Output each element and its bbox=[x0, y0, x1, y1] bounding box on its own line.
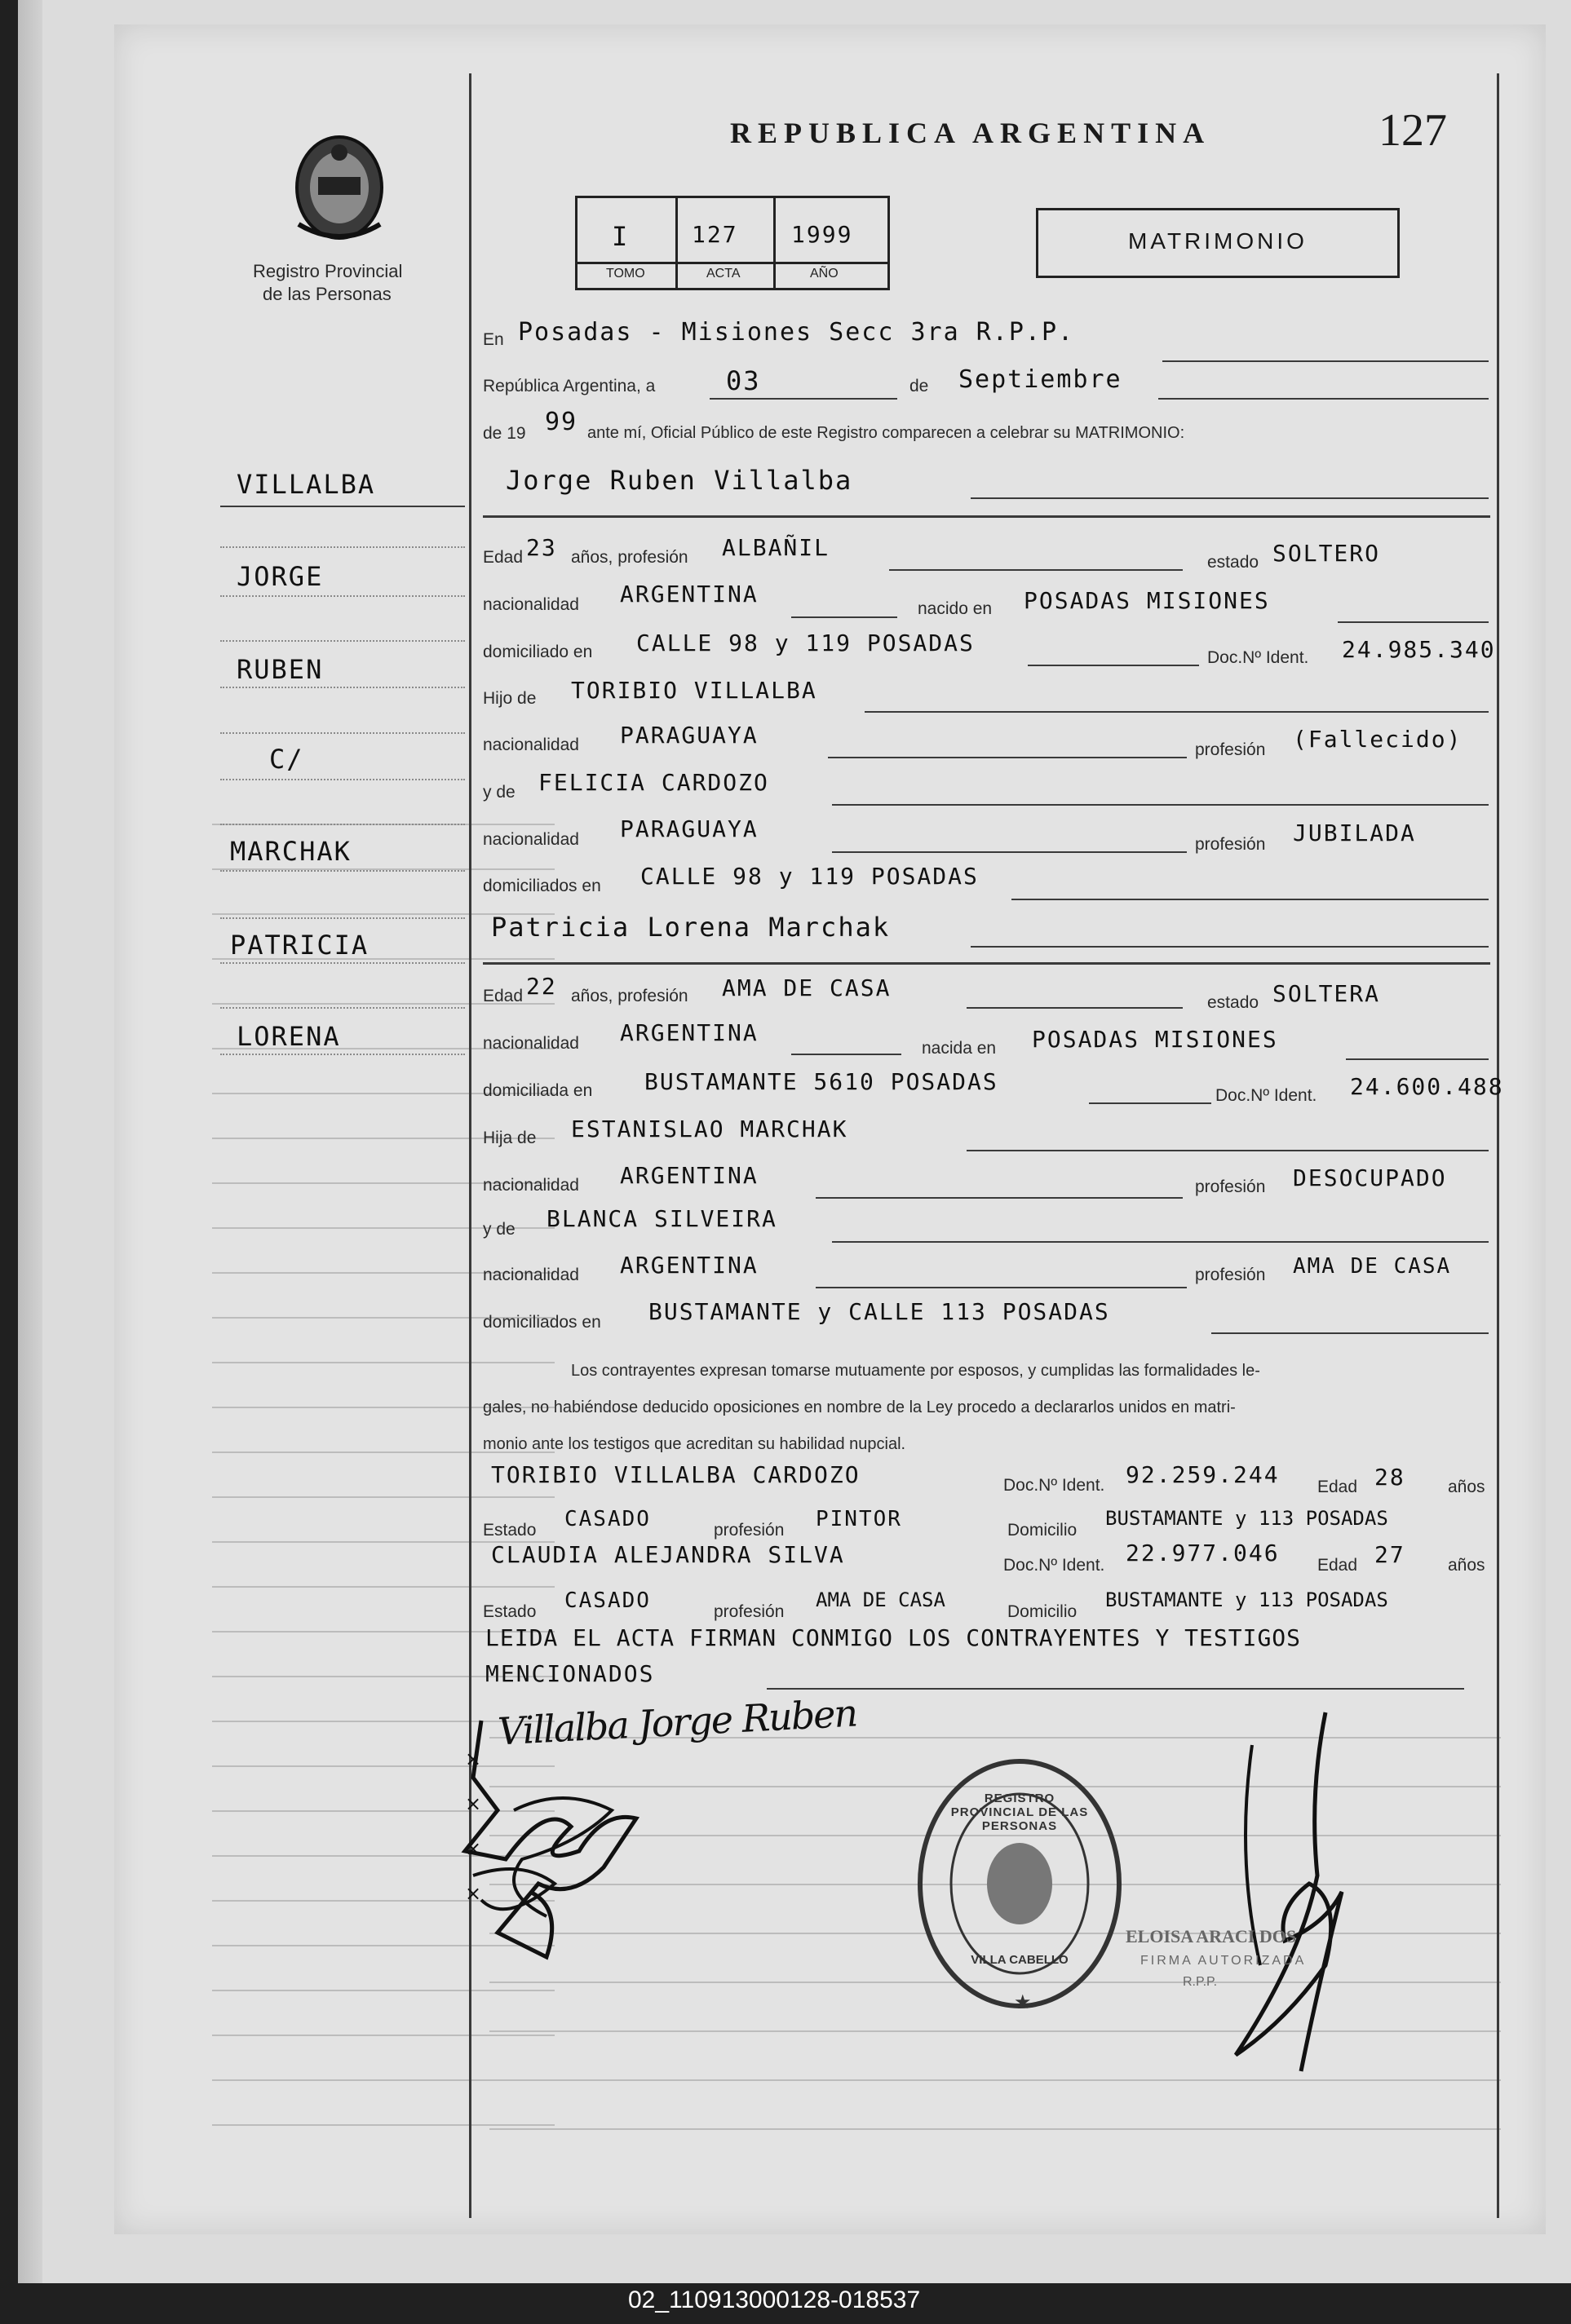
bride-full-name: Patricia Lorena Marchak bbox=[491, 912, 891, 943]
groom-doms-label: domiciliados en bbox=[483, 877, 601, 895]
groom-estado-label: estado bbox=[1207, 553, 1259, 572]
footer-id: 02_110913000128-018537 bbox=[628, 2286, 921, 2313]
witness1-anos-label: años bbox=[1448, 1478, 1485, 1496]
groom-dom-label: domiciliado en bbox=[483, 643, 593, 661]
act-type: MATRIMONIO bbox=[1128, 228, 1308, 254]
groom-father-prof-label: profesión bbox=[1195, 740, 1266, 759]
svg-text:×: × bbox=[465, 1837, 482, 1860]
witness2-dom-label: Domicilio bbox=[1007, 1602, 1078, 1621]
witness1-edad-label: Edad bbox=[1317, 1478, 1358, 1496]
witness2-doc-label: Doc.Nº Ident. bbox=[1003, 1556, 1105, 1575]
seal-ring-icon bbox=[909, 1749, 1130, 2018]
groom-profession: ALBAÑIL bbox=[722, 534, 830, 561]
witness1-prof-label: profesión bbox=[714, 1521, 785, 1540]
groom-anos-label: años, profesión bbox=[571, 548, 688, 567]
groom-father-nat-label: nacionalidad bbox=[483, 736, 579, 754]
en-label: En bbox=[483, 330, 504, 349]
record-box bbox=[575, 196, 890, 290]
bride-address: BUSTAMANTE 5610 POSADAS bbox=[644, 1068, 998, 1095]
witness2-estado-label: Estado bbox=[483, 1602, 537, 1621]
register-page bbox=[18, 0, 1571, 2283]
witness2-domicile: BUSTAMANTE y 113 POSADAS bbox=[1105, 1588, 1388, 1611]
right-border bbox=[1497, 73, 1499, 2218]
bride-estado: SOLTERA bbox=[1272, 980, 1381, 1007]
groom-father-prof: (Fallecido) bbox=[1293, 726, 1463, 753]
groom-parents-address: CALLE 98 y 119 POSADAS bbox=[640, 863, 979, 890]
bride-mother: BLANCA SILVEIRA bbox=[547, 1205, 777, 1232]
declaration-line2: gales, no habiéndose deducido oposiciones en nombre de la Ley procedo a declararlos unidos en matri- bbox=[483, 1398, 1236, 1416]
bride-yde-label: y de bbox=[483, 1220, 516, 1239]
groom-nac-label: nacionalidad bbox=[483, 595, 579, 614]
witness1-profession: PINTOR bbox=[816, 1507, 902, 1531]
groom-father-nat: PARAGUAYA bbox=[620, 722, 759, 749]
witness1-name: TORIBIO VILLALBA CARDOZO bbox=[491, 1461, 861, 1488]
groom-doc: 24.985.340 bbox=[1342, 636, 1496, 663]
de-label: de bbox=[909, 377, 929, 395]
bride-doms-label: domiciliados en bbox=[483, 1313, 601, 1332]
witness2-anos-label: años bbox=[1448, 1556, 1485, 1575]
witness1-doc: 92.259.244 bbox=[1126, 1461, 1280, 1488]
year-suffix: 99 bbox=[545, 408, 578, 436]
witness2-estado: CASADO bbox=[564, 1588, 651, 1613]
registry-name-line2: de las Personas bbox=[263, 284, 392, 304]
margin-surname-groom: VILLALBA bbox=[237, 469, 376, 500]
svg-text:★: ★ bbox=[1014, 1990, 1032, 2013]
tomo-label: TOMO bbox=[606, 267, 645, 281]
tomo-value: I bbox=[612, 221, 630, 252]
bride-nacida-label: nacida en bbox=[922, 1039, 997, 1058]
declaration-line1: Los contrayentes expresan tomarse mutuamente por esposos, y cumplidas las formalidades le- bbox=[571, 1362, 1260, 1380]
svg-text:×: × bbox=[465, 1747, 482, 1770]
groom-doc-label: Doc.Nº Ident. bbox=[1207, 648, 1309, 667]
official-title: FIRMA AUTORIZADA bbox=[1140, 1954, 1307, 1968]
statement: ante mí, Oficial Público de este Registro comparecen a celebrar su MATRIMONIO: bbox=[587, 424, 1185, 442]
witness1-dom-label: Domicilio bbox=[1007, 1521, 1078, 1540]
groom-full-name: Jorge Ruben Villalba bbox=[506, 465, 853, 496]
page-number: 127 bbox=[1378, 105, 1447, 156]
groom-birthplace: POSADAS MISIONES bbox=[1024, 587, 1270, 614]
witness1-estado-label: Estado bbox=[483, 1521, 537, 1540]
bride-nac-label: nacionalidad bbox=[483, 1034, 579, 1053]
registry-name-line1: Registro Provincial bbox=[253, 261, 403, 281]
closing-line2: MENCIONADOS bbox=[485, 1660, 655, 1687]
bride-hija-label: Hija de bbox=[483, 1129, 537, 1147]
groom-age: 23 bbox=[526, 534, 557, 561]
republic-label: República Argentina, a bbox=[483, 377, 656, 395]
groom-nacido-label: nacido en bbox=[918, 599, 993, 618]
margin-name-ruben: RUBEN bbox=[237, 654, 324, 685]
groom-yde-label: y de bbox=[483, 783, 516, 802]
margin-name-lorena: LORENA bbox=[237, 1021, 341, 1052]
groom-father: TORIBIO VILLALBA bbox=[571, 677, 817, 704]
acta-label: ACTA bbox=[706, 267, 741, 281]
groom-mother-nat: PARAGUAYA bbox=[620, 815, 759, 842]
bride-edad-label: Edad bbox=[483, 987, 524, 1005]
bride-father-nat: ARGENTINA bbox=[620, 1162, 759, 1189]
bride-mother-prof-label: profesión bbox=[1195, 1266, 1266, 1284]
witness2-profession: AMA DE CASA bbox=[816, 1588, 945, 1611]
document-sheet bbox=[114, 24, 1546, 2234]
bride-nationality: ARGENTINA bbox=[620, 1019, 759, 1046]
witness2-doc: 22.977.046 bbox=[1126, 1540, 1280, 1566]
margin-name-patricia: PATRICIA bbox=[230, 930, 370, 961]
seal-text: REGISTRO PROVINCIAL DE LAS PERSONAS bbox=[950, 1792, 1089, 1833]
official-name: ELOISA ARACI DOS bbox=[1126, 1926, 1297, 1946]
acta-value: 127 bbox=[692, 221, 738, 248]
groom-edad-label: Edad bbox=[483, 548, 524, 567]
groom-hijo-label: Hijo de bbox=[483, 689, 537, 708]
bride-anos-label: años, profesión bbox=[571, 987, 688, 1005]
groom-address: CALLE 98 y 119 POSADAS bbox=[636, 630, 975, 656]
bride-mother-nat-label: nacionalidad bbox=[483, 1266, 579, 1284]
bride-profession: AMA DE CASA bbox=[722, 974, 892, 1001]
groom-mother-prof-label: profesión bbox=[1195, 835, 1266, 854]
declaration-line3: monio ante los testigos que acreditan su habilidad nupcial. bbox=[483, 1435, 906, 1453]
ano-value: 1999 bbox=[791, 221, 853, 248]
bride-estado-label: estado bbox=[1207, 993, 1259, 1012]
coat-of-arms-icon bbox=[282, 126, 396, 249]
registry-seal bbox=[909, 1749, 1130, 2018]
witness1-doc-label: Doc.Nº Ident. bbox=[1003, 1476, 1105, 1495]
bride-mother-nat: ARGENTINA bbox=[620, 1252, 759, 1279]
svg-text:×: × bbox=[465, 1882, 482, 1905]
book-spine bbox=[18, 0, 42, 2283]
bride-father: ESTANISLAO MARCHAK bbox=[571, 1116, 848, 1142]
bride-age: 22 bbox=[526, 973, 557, 1000]
bride-father-nat-label: nacionalidad bbox=[483, 1176, 579, 1195]
place: Posadas - Misiones Secc 3ra R.P.P. bbox=[518, 318, 1075, 347]
official-signature bbox=[1203, 1696, 1391, 2104]
witness2-prof-label: profesión bbox=[714, 1602, 785, 1621]
ano-label: AÑO bbox=[810, 267, 839, 281]
closing-line1: LEIDA EL ACTA FIRMAN CONMIGO LOS CONTRAYENTES Y TESTIGOS bbox=[485, 1624, 1302, 1651]
bride-dom-label: domiciliada en bbox=[483, 1081, 593, 1100]
bride-mother-prof: AMA DE CASA bbox=[1293, 1254, 1452, 1279]
svg-text:×: × bbox=[465, 1792, 482, 1815]
witness1-estado: CASADO bbox=[564, 1507, 651, 1531]
witness1-age: 28 bbox=[1374, 1464, 1405, 1491]
witness2-name: CLAUDIA ALEJANDRA SILVA bbox=[491, 1541, 845, 1568]
bride-father-prof: DESOCUPADO bbox=[1293, 1164, 1447, 1191]
seal-locality: VILLA CABELLO bbox=[971, 1953, 1069, 1967]
margin-conjunction: C/ bbox=[269, 744, 304, 775]
witness1-domicile: BUSTAMANTE y 113 POSADAS bbox=[1105, 1507, 1388, 1530]
witness2-age: 27 bbox=[1374, 1541, 1405, 1568]
day: 03 bbox=[726, 365, 761, 396]
bride-doc: 24.600.488 bbox=[1350, 1073, 1504, 1100]
bride-doc-label: Doc.Nº Ident. bbox=[1215, 1086, 1317, 1105]
margin-name-jorge: JORGE bbox=[237, 561, 324, 592]
act-type-box bbox=[1036, 208, 1400, 278]
year-prefix: de 19 bbox=[483, 424, 526, 443]
bride-birthplace: POSADAS MISIONES bbox=[1032, 1026, 1278, 1053]
groom-signature: Villalba Jorge Ruben bbox=[496, 1690, 858, 1754]
groom-mother-nat-label: nacionalidad bbox=[483, 830, 579, 849]
bride-parents-address: BUSTAMANTE y CALLE 113 POSADAS bbox=[648, 1298, 1110, 1325]
margin-surname-bride: MARCHAK bbox=[230, 836, 352, 867]
groom-estado: SOLTERO bbox=[1272, 540, 1381, 567]
groom-nationality: ARGENTINA bbox=[620, 581, 759, 608]
groom-mother-prof: JUBILADA bbox=[1293, 820, 1416, 846]
month: Septiembre bbox=[958, 365, 1122, 394]
groom-mother: FELICIA CARDOZO bbox=[538, 769, 769, 796]
witness2-edad-label: Edad bbox=[1317, 1556, 1358, 1575]
signatures-scribble bbox=[449, 1688, 791, 1982]
country-title: REPUBLICA ARGENTINA bbox=[730, 117, 1211, 149]
official-initials: R.P.P. bbox=[1183, 1975, 1218, 1989]
bride-father-prof-label: profesión bbox=[1195, 1177, 1266, 1196]
